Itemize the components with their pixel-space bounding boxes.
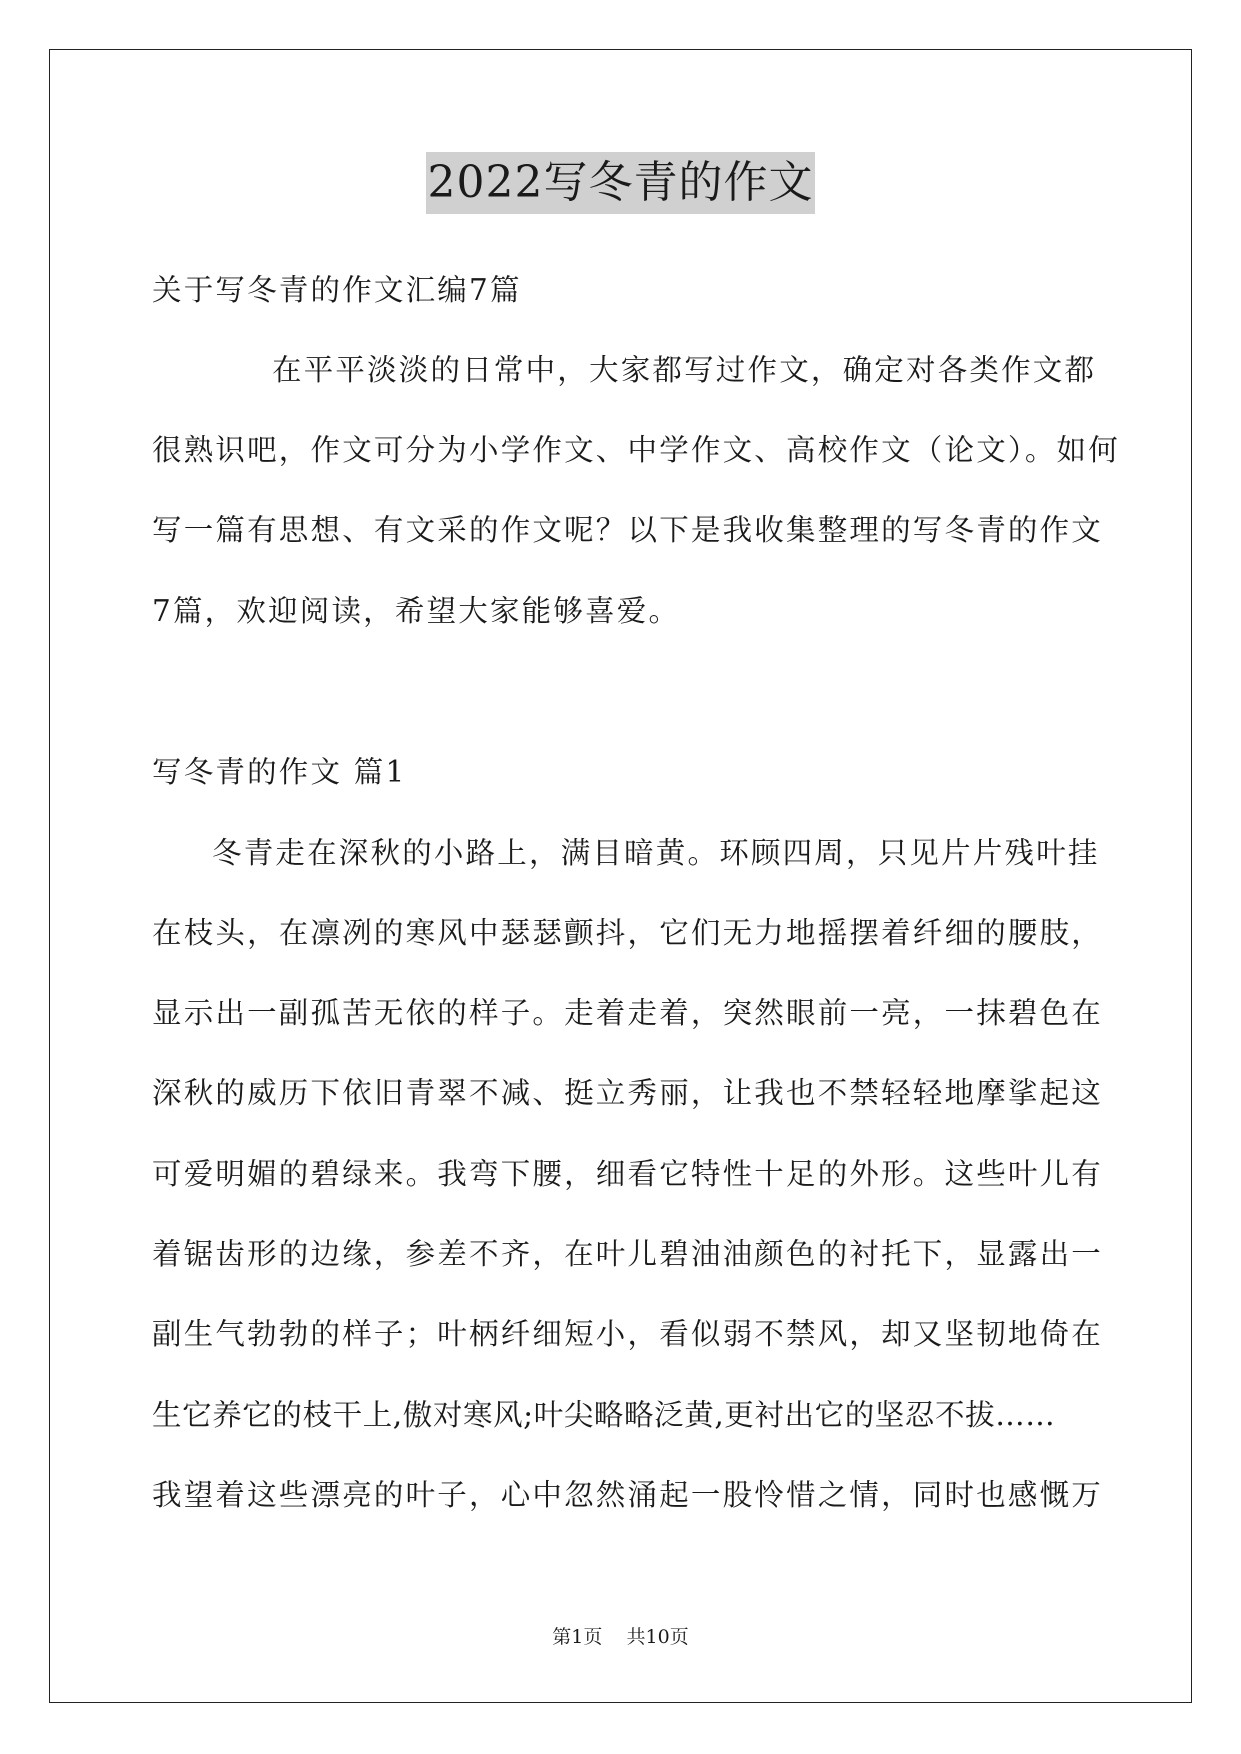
body-line: 显示出一副孤苦无依的样子。走着走着，突然眼前一亮，一抹碧色在 (152, 996, 1104, 1030)
intro-line: 7篇，欢迎阅读，希望大家能够喜爱。 (152, 594, 681, 628)
body-line: 生它养它的枝干上,傲对寒风;叶尖略略泛黄,更衬出它的坚忍不拔…… (152, 1398, 1056, 1432)
page-total: 共10页 (626, 1626, 689, 1648)
subtitle: 关于写冬青的作文汇编7篇 (152, 273, 522, 307)
section-heading: 写冬青的作文 篇1 (152, 755, 407, 789)
body-line: 我望着这些漂亮的叶子，心中忽然涌起一股怜惜之情，同时也感慨万 (152, 1478, 1104, 1512)
body-line: 副生气勃勃的样子；叶柄纤细短小，看似弱不禁风，却又坚韧地倚在 (152, 1317, 1104, 1351)
body-line: 可爱明媚的碧绿来。我弯下腰，细看它特性十足的外形。这些叶儿有 (152, 1157, 1104, 1191)
page-number: 第1页 (552, 1626, 603, 1648)
body-line: 在枝头，在凛冽的寒风中瑟瑟颤抖，它们无力地摇摆着纤细的腰肢， (152, 916, 1104, 950)
intro-line: 在平平淡淡的日常中，大家都写过作文，确定对各类作文都 (272, 353, 1097, 387)
document-title: 2022写冬青的作文 (426, 152, 816, 214)
body-line: 着锯齿形的边缘，参差不齐，在叶儿碧油油颜色的衬托下，显露出一 (152, 1237, 1104, 1271)
intro-line: 很熟识吧，作文可分为小学作文、中学作文、高校作文（论文）。如何 (152, 433, 1120, 467)
body-line: 冬青走在深秋的小路上，满目暗黄。环顾四周，只见片片残叶挂 (212, 836, 1100, 870)
intro-line: 写一篇有思想、有文采的作文呢？以下是我收集整理的写冬青的作文 (152, 513, 1104, 547)
page-footer (0, 1624, 1241, 1650)
title-container (0, 152, 1241, 214)
body-line: 深秋的威历下依旧青翠不减、挺立秀丽，让我也不禁轻轻地摩挲起这 (152, 1076, 1104, 1110)
